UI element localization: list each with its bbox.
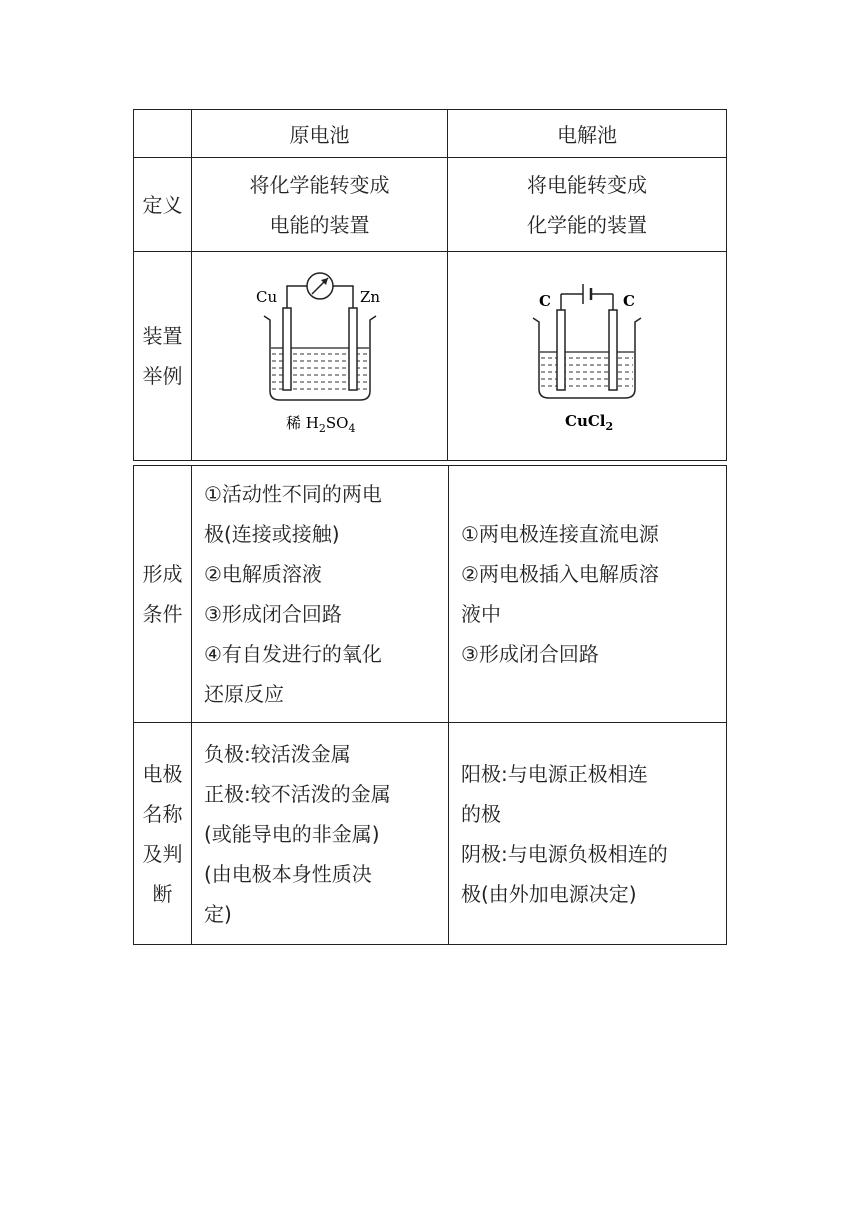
wire-right xyxy=(333,286,353,308)
cu-electrode xyxy=(283,308,291,390)
electrolytic-cell-diagram xyxy=(517,266,657,446)
comparison-table-bottom xyxy=(133,465,727,945)
electrodes-label-line: 电极 xyxy=(142,761,183,786)
electrodes-electrolytic-line: 阳极:与电源正极相连 xyxy=(461,761,648,786)
electrodes-galvanic-line: 定) xyxy=(204,901,232,926)
zn-electrode xyxy=(349,308,357,390)
electrodes-galvanic xyxy=(192,723,449,945)
conditions-electrolytic-line: ③形成闭合回路 xyxy=(461,642,599,666)
definition-galvanic xyxy=(192,158,448,252)
definition-electrolytic-line: 将电能转变成 xyxy=(527,172,647,197)
conditions-galvanic-line: ④有自发进行的氧化 xyxy=(204,642,382,666)
definition-electrolytic-line: 化学能的装置 xyxy=(527,212,647,237)
conditions-galvanic-line: 还原反应 xyxy=(204,682,284,706)
conditions-electrolytic-line: ②两电极插入电解质溶 xyxy=(461,562,659,586)
header-corner xyxy=(134,110,192,158)
solution-label-part: CuCl xyxy=(565,412,606,430)
electrodes-row xyxy=(134,723,727,945)
galvanic-cell-diagram xyxy=(250,266,390,446)
conditions-label xyxy=(134,466,192,723)
electrodes-electrolytic-line: 的极 xyxy=(461,801,501,826)
carbon-electrode-left xyxy=(557,310,565,390)
device-row xyxy=(134,252,727,461)
electrodes-electrolytic-line: 阴极:与电源负极相连的 xyxy=(461,841,668,866)
zn-label: Zn xyxy=(359,288,380,306)
header-galvanic-cell: 原电池 xyxy=(192,110,448,158)
conditions-electrolytic xyxy=(449,466,727,723)
solution-label xyxy=(286,414,355,435)
c-label-left: C xyxy=(539,292,551,310)
c-label-right: C xyxy=(623,292,635,310)
device-label-line: 举例 xyxy=(142,364,183,388)
electrodes-galvanic-line: (或能导电的非金属) xyxy=(204,821,380,846)
conditions-galvanic xyxy=(192,466,449,723)
wire-left xyxy=(287,286,307,308)
conditions-galvanic-line: ③形成闭合回路 xyxy=(204,602,342,626)
cu-label: Cu xyxy=(255,288,277,306)
definition-electrolytic xyxy=(448,158,727,252)
header-electrolytic-cell: 电解池 xyxy=(448,110,727,158)
carbon-electrode-right xyxy=(609,310,617,390)
conditions-electrolytic-line: ①两电极连接直流电源 xyxy=(461,522,659,546)
solution-label-sub: 2 xyxy=(318,422,326,435)
header-row xyxy=(134,110,727,158)
definition-galvanic-line: 将化学能转变成 xyxy=(249,172,390,197)
solution-hatch xyxy=(541,358,633,386)
electrolytic-diagram-cell xyxy=(448,252,727,461)
electrodes-galvanic-line: (由电极本身性质决 xyxy=(204,861,372,886)
conditions-galvanic-line: 极(连接或接触) xyxy=(204,522,340,546)
electrodes-label-line: 及判 xyxy=(142,841,183,866)
electrodes-galvanic-line: 正极:较不活泼的金属 xyxy=(204,781,391,806)
conditions-row xyxy=(134,466,727,723)
device-label xyxy=(134,252,192,461)
conditions-label-line: 形成 xyxy=(142,562,183,586)
galvanometer-icon xyxy=(307,273,333,299)
beaker-outline xyxy=(264,316,376,400)
conditions-electrolytic-line: 液中 xyxy=(461,602,501,626)
comparison-table-top xyxy=(133,109,727,461)
solution-label-sub: 4 xyxy=(347,422,355,435)
conditions-label-line: 条件 xyxy=(142,602,183,626)
battery-icon xyxy=(561,284,613,304)
solution-label xyxy=(565,412,613,433)
conditions-galvanic-line: ②电解质溶液 xyxy=(204,562,322,586)
definition-row xyxy=(134,158,727,252)
electrodes-label xyxy=(134,723,192,945)
solution-label-part: SO xyxy=(325,414,348,432)
galvanic-diagram-cell xyxy=(192,252,448,461)
electrodes-electrolytic-line: 极(由外加电源决定) xyxy=(461,881,637,906)
solution-label-part: 稀 H xyxy=(285,414,319,432)
electrodes-galvanic-line: 负极:较活泼金属 xyxy=(204,741,351,766)
electrodes-label-line: 断 xyxy=(152,881,173,906)
solution-label-sub: 2 xyxy=(605,420,614,433)
definition-galvanic-line: 电能的装置 xyxy=(269,212,370,237)
definition-label: 定义 xyxy=(134,158,192,252)
device-label-line: 装置 xyxy=(142,324,183,348)
electrodes-electrolytic xyxy=(449,723,727,945)
conditions-galvanic-line: ①活动性不同的两电 xyxy=(204,482,382,506)
electrodes-label-line: 名称 xyxy=(142,801,183,826)
